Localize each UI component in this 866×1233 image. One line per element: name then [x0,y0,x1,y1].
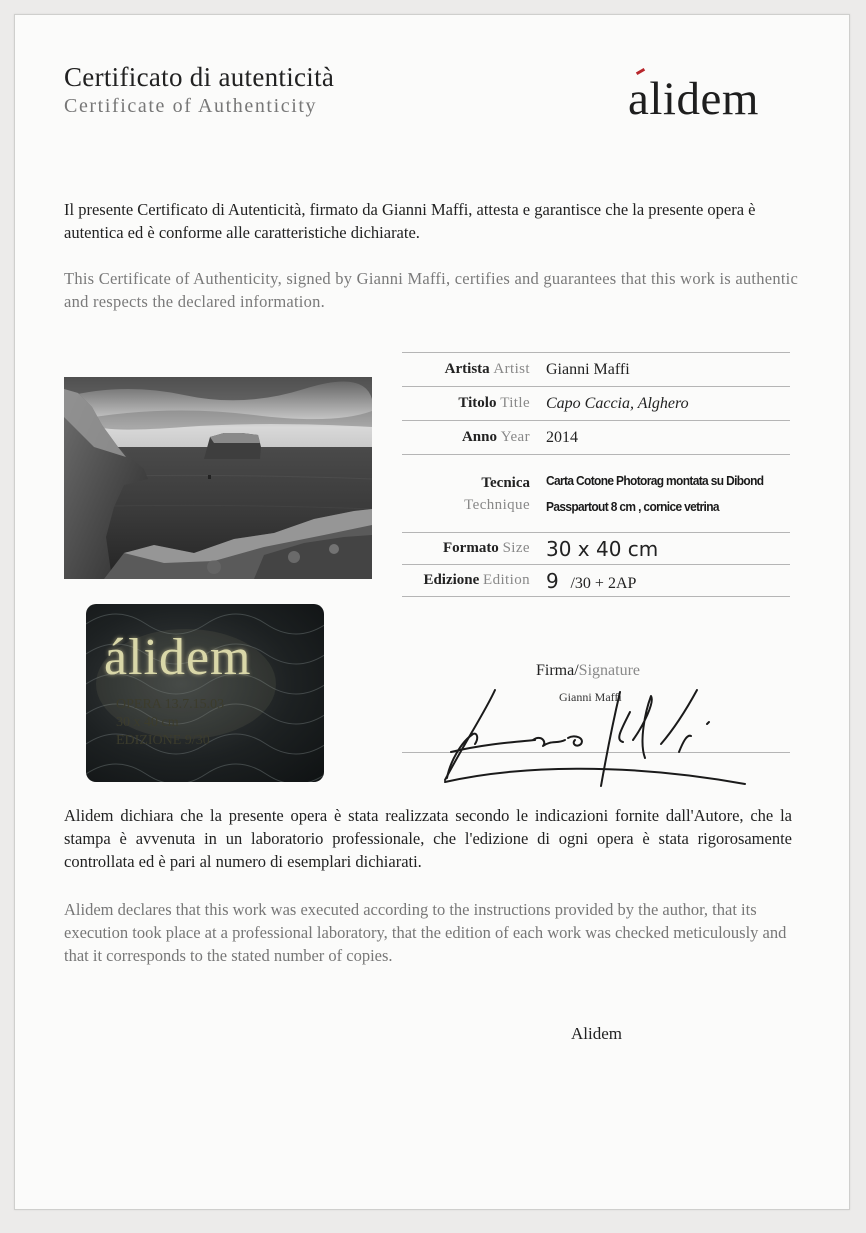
size-value: 30 x 40 cm [546,536,659,561]
technique-value-cell [538,455,790,533]
declaration-text-it: Alidem dichiara che la presente opera è stata realizzata secondo le indicazioni fornite dall'Autore, che la stampa è avvenuta in un laboratorio professionale, che l'edizione di ogni opera è stata rigorosamente controllata ed è pari al numero di esemplari dichiarati. [64,806,792,871]
signature-label [536,662,640,680]
artist-label [402,353,538,387]
technique-label-it: Tecnica [481,474,530,491]
year-label-en: Year [500,429,530,445]
row-year [402,421,790,455]
title-label [402,387,538,421]
row-edition [402,565,790,597]
artist-label-it: Artista [444,361,490,377]
hologram-text [116,696,224,750]
artist-label-en: Artist [493,361,530,377]
hologram-line-1: OPERA 13.7.15.03 [116,697,225,712]
size-label-it: Formato [443,540,499,556]
edition-label [402,565,538,597]
row-title [402,387,790,421]
artwork-photo-image [64,377,372,579]
alidem-logo: alidem [628,73,759,125]
size-label [402,533,538,565]
signatory-name: Gianni Maffi [559,690,622,704]
title-label-it: Titolo [458,395,497,411]
intro-text-en: This Certificate of Authenticity, signed by Gianni Maffi, certifies and guarantees that this work is authentic and respects the declared information. [64,269,799,311]
intro-text-it: Il presente Certificato di Autenticità, firmato da Gianni Maffi, attesta e garantisce che la presente opera è autentica ed è conforme alle caratteristiche dichiarate. [64,200,756,242]
declaration-text-en: Alidem declares that this work was executed according to the instructions provided by the author, that its execution took place at a professional laboratory, that the edition of each work was checked meticulously and that it corresponds to the stated number of copies. [64,900,787,965]
edition-total: /30 + 2AP [570,574,637,592]
edition-value-cell [538,565,790,597]
technique-line-2: Passpartout 8 cm , cornice vetrina [546,498,719,514]
edition-number: 9 [546,568,559,593]
size-value-cell [538,533,790,565]
row-size [402,533,790,565]
edition-label-en: Edition [483,572,530,588]
title-label-en: Title [500,395,530,411]
size-label-en: Size [502,540,530,556]
technique-label [402,455,538,533]
row-artist [402,353,790,387]
hologram-line-3: EDIZIONE 9/30 [116,733,210,748]
artwork-details-table [402,352,790,597]
technique-line-1: Carta Cotone Photorag montata su Dibond [546,472,764,488]
issuer-name: Alidem [571,1024,622,1043]
artwork-photo [64,377,372,579]
signature-label-en: Signature [578,662,640,679]
year-value-cell [538,421,790,455]
edition-label-it: Edizione [423,572,480,588]
hologram-brand: álidem [104,629,252,686]
title-value: Capo Caccia, Alghero [546,394,689,412]
artist-value-cell [538,353,790,387]
hologram-seal [86,604,324,782]
row-technique [402,455,790,533]
year-value: 2014 [546,428,578,446]
year-label [402,421,538,455]
year-label-it: Anno [461,429,497,445]
hologram-line-2: 30 x 40 cm [116,715,179,730]
artist-value: Gianni Maffi [546,360,630,378]
certificate-title-it: Certificato di autenticità [64,62,335,92]
certificate-title-en: Certificate of Authenticity [64,95,318,117]
signature-label-it: Firma/ [536,662,579,679]
handwritten-signature [425,682,755,792]
title-value-cell [538,387,790,421]
technique-label-en: Technique [464,496,530,513]
